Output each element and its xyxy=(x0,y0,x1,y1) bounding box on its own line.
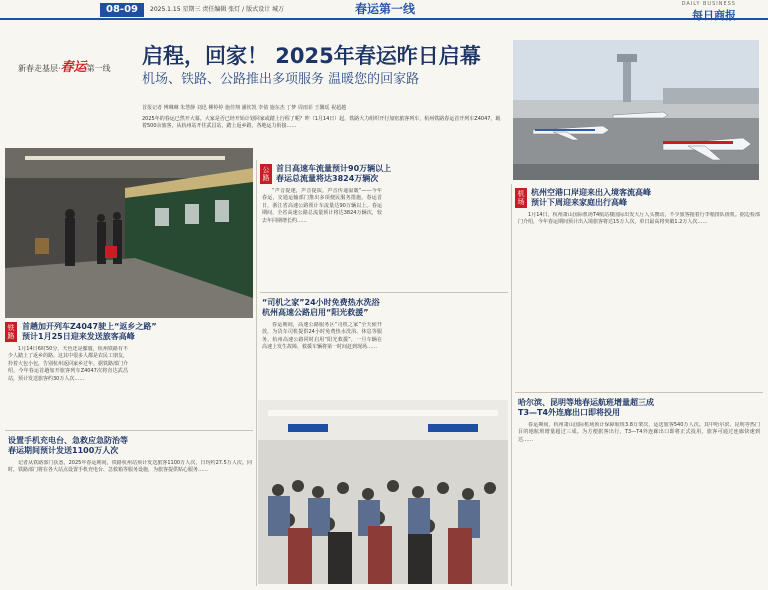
article-railway-text: 1月14日6时50分，天色还是朦胧，杭州铁路有不少人踏上了返乡的路。这其中很多人都是农民工朋友，拎着大包小包，告别杭州返回家乡过年。据铁路部门介绍，今年春运首趟加开旅客列车Z4047次将直达武昌站，预计发送旅客约30万人次…… xyxy=(8,346,128,382)
brand-english: DAILY BUSINESS xyxy=(681,1,736,7)
article-driver-home-body-col1 xyxy=(262,322,382,398)
byline: 首报记者 傅琳琳 朱慧静 刘迅 柳婷婷 施佳翔 潘钦凯 李倩 施东杰 丁梦 周雨菲 王馨瑶 祝超越 xyxy=(142,105,347,111)
crowd-photo-art xyxy=(258,400,508,584)
section-title: 春运第一线 xyxy=(354,2,415,16)
lead-paragraph: 2025年的春运已然开大幕。大家是否已经开始计划回家或踏上行程了呢？昨（1月14日）起，铁路大力组织开行加密旅客列车，杭州铁路春运首开列车Z4047，载着500余旅客，从杭州站开往武昌站，踏上返乡路，各地运力衔接…… xyxy=(142,116,501,129)
article-highway-text: “声音提速，声音提质，声音传递温暖”——今年春运，交通运输部门推出多项便民服务措施。春运首日，浙江省高速公路预计车流量达90万辆以上。春运期间，全省高速公路总流量预计将达3824万辆次，较去年同期增长约…… xyxy=(262,188,382,224)
tag-airport: 机场 xyxy=(515,188,527,208)
top-bar xyxy=(0,0,768,20)
article-charging-title: 设置手机充电台、急救应急防治等 春运期间预计发送1100万人次 xyxy=(8,436,128,455)
article-driver-home-title: “司机之家”24小时免费热水洗浴 杭州高速公路启用“阳光救援” xyxy=(262,298,380,317)
tag-highway: 公路 xyxy=(260,164,272,184)
column-divider-left xyxy=(256,160,257,586)
article-airport-port-text: 1月14日，杭州萧山国际机场T4航站楼国际出发大厅人头攒动，不少旅客拖着行李箱排队值机。据边检部门介绍，今年春运期间预计出入境旅客将达15万人次，单日最高将突破1.2万人次…… xyxy=(518,212,760,226)
page-number: 08-09 xyxy=(100,3,144,17)
article-flights-body xyxy=(518,422,760,584)
airport-photo-art xyxy=(513,40,759,180)
brand-masthead xyxy=(682,1,736,23)
main-subhead: 机场、铁路、公路推出多项服务 温暖您的回家路 xyxy=(142,72,420,87)
article-driver-home-body-col2 xyxy=(386,322,506,398)
article-airport-port-title: 杭州空港口岸迎来出入境客流高峰 预计下周迎来家庭出行高峰 xyxy=(531,188,651,207)
kicker-suffix: 第一线 xyxy=(86,64,111,73)
train-photo-art xyxy=(5,148,253,318)
article-airport-port-body xyxy=(518,212,760,388)
train-platform-photo xyxy=(5,148,253,318)
article-highway-title: 首日高速车流量预计90万辆以上 春运总流量将达3824万辆次 xyxy=(276,164,392,183)
brand-chinese: 每日商报 xyxy=(692,9,736,22)
airport-photo xyxy=(513,40,759,180)
dateline: 2025.1.15 星期三 责任编辑 张灯 / 版式设计 城万 xyxy=(150,6,285,13)
article-charging-body xyxy=(8,460,252,584)
section-divider-middle xyxy=(260,292,508,293)
article-highway-body-col2 xyxy=(386,188,506,288)
article-driver-home-text: 春运期间，高速公路服务区“司机之家”全天候开放，为货车司机提供24小时免费热水洗浴、休息等服务。杭州高速公路同时启用“阳光救援”，一旦车辆在高速上发生故障，救援车辆将第一时间赶到现场…… xyxy=(262,322,382,351)
kicker xyxy=(18,56,111,75)
column-divider-right xyxy=(511,184,512,586)
kicker-mark: 春运 xyxy=(60,60,87,75)
article-railway-body-col1 xyxy=(8,346,128,428)
main-headline: 启程，回家！ 2025年春运昨日启幕 xyxy=(142,44,481,68)
section-divider-left xyxy=(5,430,253,431)
station-crowd-photo xyxy=(258,400,508,584)
article-charging-text: 记者从铁路部门获悉，2025年春运期间，铁路杭州站预计发送旅客1100万人次，日均约27.5万人次。同时，铁路部门将在各大站点设置手机充电台、急救箱等服务设施，为旅客提供贴心服务…… xyxy=(8,460,252,474)
article-highway-body-col1 xyxy=(262,188,382,288)
article-railway-title: 首趟加开列车Z4047驶上“返乡之路” 预计1月25日迎来发送旅客高峰 xyxy=(22,322,157,341)
article-flights-text: 春运期间，杭州萧山国际机场预计保障航班3.8万架次，运送旅客540万人次。其中哈尔滨、昆明等热门目的地航班增量超过三成。为方便旅客出行，T3—T4外连廊出口即将正式投用，旅客可通过连廊快速到达…… xyxy=(518,422,760,443)
kicker-prefix: 新春走基层· xyxy=(18,64,61,73)
article-railway-body-col2 xyxy=(132,346,252,428)
section-divider-right xyxy=(515,392,763,393)
article-flights-title: 哈尔滨、昆明等地春运航班增量超三成 T3—T4外连廊出口即将投用 xyxy=(518,398,654,417)
tag-railway: 铁路 xyxy=(5,322,17,342)
